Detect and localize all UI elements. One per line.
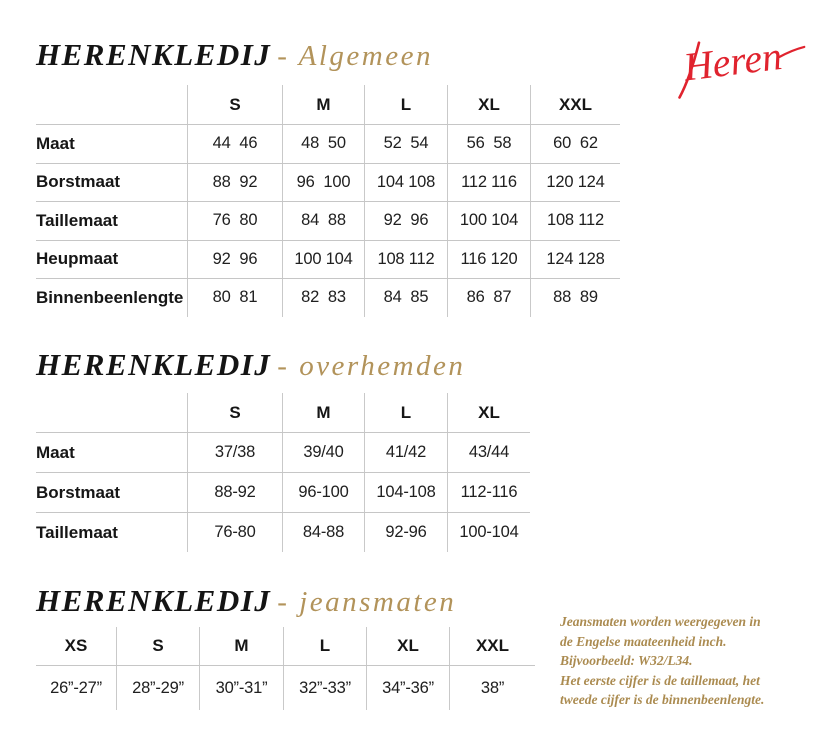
size-cell: 86 87 <box>447 279 530 317</box>
row-label: Taillemaat <box>36 210 118 230</box>
size-table-algemeen <box>36 85 620 317</box>
jeans-note-line: Bijvoorbeeld: W32/L34. <box>560 653 693 668</box>
jeans-note-line: Het eerste cijfer is de taillemaat, het <box>560 672 760 688</box>
column-header: M <box>282 393 364 432</box>
column-header: M <box>199 627 283 665</box>
table-row <box>36 201 620 240</box>
size-cell: 92 96 <box>187 241 282 279</box>
size-cell: 28”-29” <box>116 666 199 710</box>
column-header: L <box>283 627 366 665</box>
size-cell: 100 104 <box>447 202 530 240</box>
table-row <box>36 163 620 202</box>
column-header: L <box>364 85 447 124</box>
size-cell: 108 112 <box>530 202 620 240</box>
size-table-jeansmaten <box>36 627 535 710</box>
table-row <box>36 240 620 279</box>
logo-tail <box>778 47 805 57</box>
size-cell: 104 108 <box>364 164 447 202</box>
size-cell: 84-88 <box>282 513 364 552</box>
size-cell: 37/38 <box>187 433 282 472</box>
table-row <box>36 665 535 710</box>
size-cell: 44 46 <box>187 125 282 163</box>
size-cell: 48 50 <box>282 125 364 163</box>
column-header: XXL <box>530 85 620 124</box>
column-header: XL <box>447 393 530 432</box>
column-header: XL <box>447 85 530 124</box>
column-header: S <box>116 627 199 665</box>
table-header-row <box>36 393 530 432</box>
row-label: Borstmaat <box>36 172 121 192</box>
column-header: S <box>187 393 282 432</box>
size-cell: 39/40 <box>282 433 364 472</box>
size-cell: 124 128 <box>530 241 620 279</box>
logo-text: Heren <box>681 32 785 90</box>
size-cell: 38” <box>449 666 535 710</box>
size-cell: 30”-31” <box>199 666 283 710</box>
size-cell: 84 85 <box>364 279 447 317</box>
size-cell: 92-96 <box>364 513 447 552</box>
row-label: Borstmaat <box>36 482 121 502</box>
size-cell: 120 124 <box>530 164 620 202</box>
section-title-main: HERENKLEDIJ <box>36 347 272 382</box>
size-cell: 56 58 <box>447 125 530 163</box>
size-cell: 26”-27” <box>50 678 102 697</box>
column-header: M <box>282 85 364 124</box>
section-title-sub: - jeansmaten <box>277 586 457 618</box>
size-cell: 88-92 <box>187 473 282 512</box>
size-cell: 96-100 <box>282 473 364 512</box>
size-cell: 80 81 <box>187 279 282 317</box>
column-header: XXL <box>449 627 535 665</box>
corner-cell <box>36 393 187 432</box>
size-cell: 116 120 <box>447 241 530 279</box>
jeans-note-line: tweede cijfer is de binnenbeenlengte. <box>560 692 765 707</box>
size-cell: 96 100 <box>282 164 364 202</box>
size-cell: 41/42 <box>364 433 447 472</box>
section-title-algemeen <box>36 38 433 73</box>
size-cell: 108 112 <box>364 241 447 279</box>
table-row <box>36 278 620 317</box>
brand-logo <box>668 22 810 108</box>
size-cell: 104-108 <box>364 473 447 512</box>
table-row <box>36 124 620 163</box>
column-header: L <box>364 393 447 432</box>
section-title-jeansmaten <box>36 584 456 619</box>
column-header: S <box>187 85 282 124</box>
size-cell: 84 88 <box>282 202 364 240</box>
size-cell: 76-80 <box>187 513 282 552</box>
size-cell: 92 96 <box>364 202 447 240</box>
row-label: Heupmaat <box>36 249 119 269</box>
size-cell: 100 104 <box>282 241 364 279</box>
section-title-sub: - Algemeen <box>277 40 433 72</box>
table-row <box>36 512 530 552</box>
corner-cell <box>36 85 187 124</box>
section-title-sub: - overhemden <box>277 350 466 382</box>
row-label: Binnenbeenlengte <box>36 287 184 307</box>
section-title-overhemden <box>36 348 465 383</box>
jeans-note-line: Jeansmaten worden weergegeven in <box>560 614 761 629</box>
size-table-overhemden <box>36 393 530 552</box>
row-label: Taillemaat <box>36 522 118 542</box>
table-row <box>36 432 530 472</box>
size-cell: 60 62 <box>530 125 620 163</box>
heren-script-logo-icon <box>668 22 810 108</box>
row-label: Maat <box>36 442 75 462</box>
size-cell: 100-104 <box>447 513 530 552</box>
table-header-row <box>36 627 535 665</box>
row-label: Maat <box>36 133 75 153</box>
jeans-note <box>560 612 804 710</box>
size-cell: 52 54 <box>364 125 447 163</box>
column-header: XL <box>366 627 449 665</box>
size-cell: 43/44 <box>447 433 530 472</box>
size-cell: 88 92 <box>187 164 282 202</box>
size-cell: 88 89 <box>530 279 620 317</box>
table-row <box>36 472 530 512</box>
table-header-row <box>36 85 620 124</box>
size-cell: 34”-36” <box>366 666 449 710</box>
column-header: XS <box>64 636 88 655</box>
size-cell: 112-116 <box>447 473 530 512</box>
jeans-note-line: de Engelse maateenheid inch. <box>560 633 727 649</box>
size-cell: 32”-33” <box>283 666 366 710</box>
section-title-main: HERENKLEDIJ <box>36 583 272 618</box>
size-cell: 112 116 <box>447 164 530 202</box>
section-title-main: HERENKLEDIJ <box>36 37 272 72</box>
size-cell: 76 80 <box>187 202 282 240</box>
size-cell: 82 83 <box>282 279 364 317</box>
